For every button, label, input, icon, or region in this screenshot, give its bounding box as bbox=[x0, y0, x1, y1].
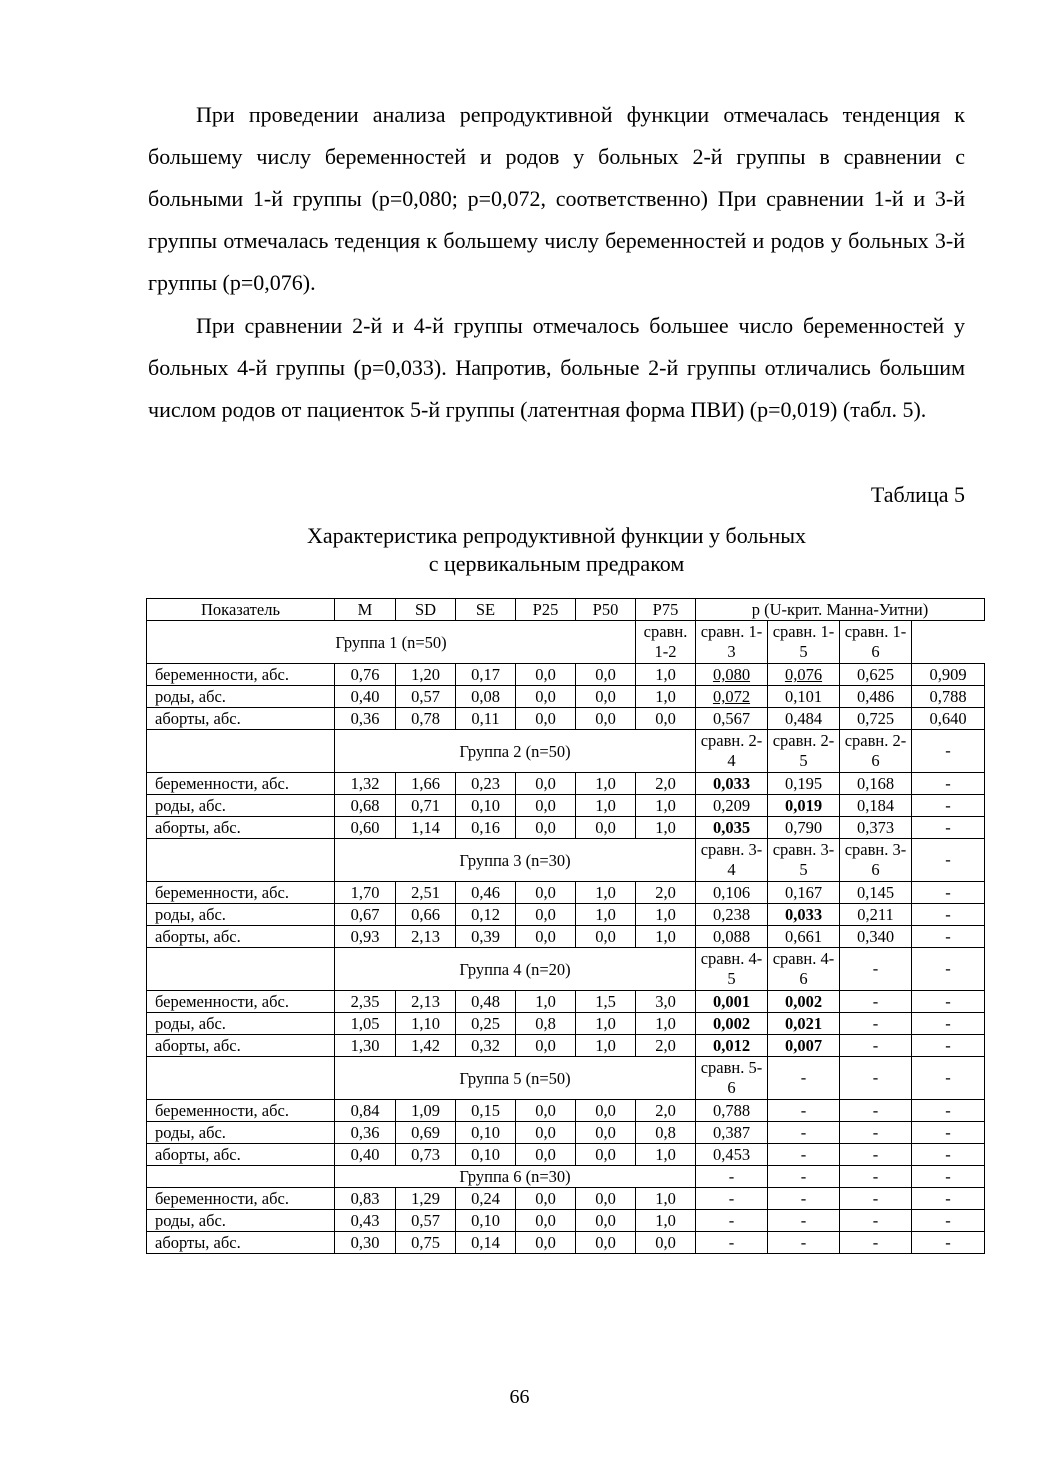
group-title: Группа 3 (n=30) bbox=[335, 839, 696, 882]
paragraph-1 bbox=[148, 94, 965, 304]
stat-cell: 1,66 bbox=[396, 773, 456, 795]
stat-cell: 0,84 bbox=[335, 1100, 396, 1122]
stat-cell: 3,0 bbox=[636, 991, 696, 1013]
stat-cell: 1,0 bbox=[516, 991, 576, 1013]
p-value-cell: 0,001 bbox=[696, 991, 768, 1013]
stat-cell: 0,40 bbox=[335, 686, 396, 708]
p-value-cell: - bbox=[840, 1013, 912, 1035]
stat-cell: 0,0 bbox=[516, 817, 576, 839]
stat-cell: 0,67 bbox=[335, 904, 396, 926]
p-value-cell: - bbox=[912, 904, 985, 926]
stat-cell: 1,0 bbox=[636, 795, 696, 817]
stat-cell: 2,0 bbox=[636, 1100, 696, 1122]
comparison-header: сравн. 4-5 bbox=[696, 948, 768, 991]
p-value-cell: 0,101 bbox=[768, 686, 840, 708]
p-value-cell: 0,184 bbox=[840, 795, 912, 817]
stat-cell: 0,0 bbox=[516, 1232, 576, 1254]
p-value-cell: - bbox=[840, 1188, 912, 1210]
comparison-header: - bbox=[912, 1166, 985, 1188]
stat-cell: 0,0 bbox=[516, 1210, 576, 1232]
stat-cell: 0,14 bbox=[456, 1232, 516, 1254]
paragraph-2 bbox=[148, 305, 965, 431]
p-value-cell: 0,033 bbox=[696, 773, 768, 795]
comparison-header: сравн. 2-6 bbox=[840, 730, 912, 773]
row-label: беременности, абс. bbox=[147, 1100, 335, 1122]
stat-cell: 1,0 bbox=[576, 904, 636, 926]
stat-cell: 0,57 bbox=[396, 1210, 456, 1232]
stat-cell: 0,71 bbox=[396, 795, 456, 817]
group-header-row bbox=[147, 1166, 985, 1188]
row-label: роды, абс. bbox=[147, 795, 335, 817]
stat-cell: 1,0 bbox=[636, 1210, 696, 1232]
empty-indicator-cell bbox=[147, 948, 335, 991]
p-value-cell: - bbox=[912, 991, 985, 1013]
stat-cell: 0,0 bbox=[516, 664, 576, 686]
empty-indicator-cell bbox=[147, 1057, 335, 1100]
table-row bbox=[147, 1188, 985, 1210]
stat-cell: 0,0 bbox=[576, 1188, 636, 1210]
row-label: аборты, абс. bbox=[147, 1144, 335, 1166]
stat-cell: 0,36 bbox=[335, 1122, 396, 1144]
p-value-cell: 0,661 bbox=[768, 926, 840, 948]
comparison-header: сравн. 5-6 bbox=[696, 1057, 768, 1100]
stat-cell: 1,30 bbox=[335, 1035, 396, 1057]
stat-cell: 0,12 bbox=[456, 904, 516, 926]
p-value-cell: - bbox=[840, 1210, 912, 1232]
p-value-cell: 0,019 bbox=[768, 795, 840, 817]
p-value-cell: 0,035 bbox=[696, 817, 768, 839]
p-value-cell: - bbox=[768, 1210, 840, 1232]
stat-cell: 0,8 bbox=[516, 1013, 576, 1035]
row-label: беременности, абс. bbox=[147, 882, 335, 904]
table-row bbox=[147, 1035, 985, 1057]
comparison-header: - bbox=[840, 1057, 912, 1100]
empty-indicator-cell bbox=[147, 730, 335, 773]
stat-cell: 0,0 bbox=[576, 708, 636, 730]
row-label: аборты, абс. bbox=[147, 1232, 335, 1254]
comparison-header: - bbox=[912, 839, 985, 882]
comparison-header: - bbox=[768, 1057, 840, 1100]
p-value-cell: 0,021 bbox=[768, 1013, 840, 1035]
comparison-header: сравн. 1-3 bbox=[696, 621, 768, 664]
stat-cell: 0,0 bbox=[576, 1232, 636, 1254]
stat-cell: 0,0 bbox=[516, 882, 576, 904]
stat-cell: 0,0 bbox=[576, 1144, 636, 1166]
stat-cell: 0,16 bbox=[456, 817, 516, 839]
stat-cell: 1,0 bbox=[636, 1188, 696, 1210]
stat-cell: 0,10 bbox=[456, 1122, 516, 1144]
p-value-cell: 0,486 bbox=[840, 686, 912, 708]
table-caption-line-1: Характеристика репродуктивной функции у больных bbox=[306, 523, 807, 548]
row-label: роды, абс. bbox=[147, 686, 335, 708]
p-value-cell: 0,002 bbox=[768, 991, 840, 1013]
row-label: беременности, абс. bbox=[147, 991, 335, 1013]
row-label: беременности, абс. bbox=[147, 1188, 335, 1210]
group-header-row bbox=[147, 948, 985, 991]
stat-cell: 0,73 bbox=[396, 1144, 456, 1166]
table-row bbox=[147, 1144, 985, 1166]
p-value-cell: - bbox=[912, 882, 985, 904]
empty-indicator-cell bbox=[147, 839, 335, 882]
table-header-row bbox=[147, 599, 985, 621]
p-value-cell: 0,484 bbox=[768, 708, 840, 730]
comparison-header: - bbox=[912, 1057, 985, 1100]
table-row bbox=[147, 904, 985, 926]
p-value-cell: 0,387 bbox=[696, 1122, 768, 1144]
p-value-cell: 0,076 bbox=[768, 664, 840, 686]
table-row bbox=[147, 1013, 985, 1035]
stat-cell: 2,0 bbox=[636, 882, 696, 904]
stat-cell: 0,0 bbox=[576, 1100, 636, 1122]
comparison-header: сравн. 1-6 bbox=[840, 621, 912, 664]
p-value-cell: - bbox=[912, 926, 985, 948]
stat-cell: 0,0 bbox=[516, 1035, 576, 1057]
stat-header-p50: P50 bbox=[576, 599, 636, 621]
stat-cell: 1,0 bbox=[576, 882, 636, 904]
p-value-cell: 0,209 bbox=[696, 795, 768, 817]
comparison-header: сравн. 2-4 bbox=[696, 730, 768, 773]
stat-cell: 0,10 bbox=[456, 1144, 516, 1166]
stat-cell: 0,0 bbox=[516, 1188, 576, 1210]
comparison-header: сравн. 4-6 bbox=[768, 948, 840, 991]
stat-cell: 0,24 bbox=[456, 1188, 516, 1210]
group-title: Группа 5 (n=50) bbox=[335, 1057, 696, 1100]
row-label: беременности, абс. bbox=[147, 773, 335, 795]
group-header-row bbox=[147, 621, 985, 664]
table-row bbox=[147, 795, 985, 817]
row-label: роды, абс. bbox=[147, 1210, 335, 1232]
stat-cell: 0,76 bbox=[335, 664, 396, 686]
p-value-cell: 0,340 bbox=[840, 926, 912, 948]
p-value-cell: 0,238 bbox=[696, 904, 768, 926]
stat-cell: 0,0 bbox=[516, 686, 576, 708]
stat-cell: 2,51 bbox=[396, 882, 456, 904]
p-value-cell: - bbox=[912, 1122, 985, 1144]
stat-cell: 0,08 bbox=[456, 686, 516, 708]
stat-cell: 0,0 bbox=[516, 773, 576, 795]
p-value-cell: 0,167 bbox=[768, 882, 840, 904]
stat-cell: 1,20 bbox=[396, 664, 456, 686]
row-label: аборты, абс. bbox=[147, 817, 335, 839]
p-value-cell: 0,788 bbox=[912, 686, 985, 708]
p-value-cell: 0,211 bbox=[840, 904, 912, 926]
group-title: Группа 4 (n=20) bbox=[335, 948, 696, 991]
row-label: беременности, абс. bbox=[147, 664, 335, 686]
paragraph-2-text: При сравнении 2-й и 4-й группы отмечалось большее число беременностей у больных 4-й группы (р=0,033). Напротив, больные 2-й группы отличались большим числом родов от пациенток 5-й группы (латентная форма ПВИ) (р=0,019) (табл. 5). bbox=[148, 313, 965, 422]
stat-cell: 0,32 bbox=[456, 1035, 516, 1057]
stat-cell: 0,68 bbox=[335, 795, 396, 817]
p-value-cell: - bbox=[840, 1100, 912, 1122]
group-title: Группа 1 (n=50) bbox=[147, 621, 636, 664]
row-label: аборты, абс. bbox=[147, 1035, 335, 1057]
p-value-cell: - bbox=[912, 773, 985, 795]
p-value-cell: - bbox=[912, 1232, 985, 1254]
stat-cell: 0,46 bbox=[456, 882, 516, 904]
p-value-cell: - bbox=[768, 1232, 840, 1254]
p-value-cell: 0,033 bbox=[768, 904, 840, 926]
p-value-cell: - bbox=[912, 1013, 985, 1035]
group-title: Группа 2 (n=50) bbox=[335, 730, 696, 773]
comparison-header: сравн. 3-6 bbox=[840, 839, 912, 882]
stat-cell: 0,93 bbox=[335, 926, 396, 948]
stat-cell: 0,0 bbox=[576, 817, 636, 839]
stat-cell: 0,66 bbox=[396, 904, 456, 926]
stat-cell: 0,8 bbox=[636, 1122, 696, 1144]
row-label: роды, абс. bbox=[147, 904, 335, 926]
row-label: аборты, абс. bbox=[147, 708, 335, 730]
stat-cell: 0,25 bbox=[456, 1013, 516, 1035]
stat-cell: 0,0 bbox=[516, 904, 576, 926]
table-row bbox=[147, 991, 985, 1013]
stat-cell: 0,0 bbox=[636, 708, 696, 730]
p-value-cell: - bbox=[912, 1100, 985, 1122]
table-body bbox=[147, 621, 985, 1254]
stat-cell: 0,0 bbox=[576, 686, 636, 708]
stat-cell: 1,10 bbox=[396, 1013, 456, 1035]
p-value-cell: - bbox=[840, 1232, 912, 1254]
comparison-header: сравн. 1-5 bbox=[768, 621, 840, 664]
stat-cell: 1,05 bbox=[335, 1013, 396, 1035]
stat-cell: 0,30 bbox=[335, 1232, 396, 1254]
p-value-cell: 0,080 bbox=[696, 664, 768, 686]
stat-header-p25: P25 bbox=[516, 599, 576, 621]
p-value-cell: 0,373 bbox=[840, 817, 912, 839]
stat-cell: 0,83 bbox=[335, 1188, 396, 1210]
stat-cell: 1,29 bbox=[396, 1188, 456, 1210]
comparison-header: сравн. 1-2 bbox=[636, 621, 696, 664]
table-caption bbox=[148, 522, 965, 578]
stat-cell: 2,35 bbox=[335, 991, 396, 1013]
p-value-cell: 0,012 bbox=[696, 1035, 768, 1057]
p-value-cell: 0,106 bbox=[696, 882, 768, 904]
p-value-cell: 0,725 bbox=[840, 708, 912, 730]
stat-header-se: SE bbox=[456, 599, 516, 621]
p-value-cell: - bbox=[840, 1144, 912, 1166]
table-row bbox=[147, 1210, 985, 1232]
p-value-cell: - bbox=[912, 1188, 985, 1210]
stat-cell: 0,0 bbox=[516, 926, 576, 948]
stat-cell: 2,13 bbox=[396, 926, 456, 948]
stat-cell: 1,0 bbox=[576, 1035, 636, 1057]
stat-cell: 0,0 bbox=[576, 664, 636, 686]
data-table bbox=[146, 598, 985, 1254]
table-caption-line-2: с цервикальным предраком bbox=[428, 551, 685, 576]
p-value-cell: 0,088 bbox=[696, 926, 768, 948]
page-number: 66 bbox=[509, 1386, 530, 1408]
comparison-header: - bbox=[768, 1166, 840, 1188]
comparison-header: сравн. 2-5 bbox=[768, 730, 840, 773]
p-value-cell: - bbox=[840, 1035, 912, 1057]
p-value-cell: - bbox=[768, 1144, 840, 1166]
group-header-row bbox=[147, 839, 985, 882]
group-title: Группа 6 (n=30) bbox=[335, 1166, 696, 1188]
stat-cell: 0,39 bbox=[456, 926, 516, 948]
stat-cell: 0,15 bbox=[456, 1100, 516, 1122]
p-value-cell: - bbox=[840, 991, 912, 1013]
p-value-cell: 0,790 bbox=[768, 817, 840, 839]
p-value-cell: - bbox=[768, 1122, 840, 1144]
stat-cell: 0,48 bbox=[456, 991, 516, 1013]
stat-cell: 0,0 bbox=[516, 1144, 576, 1166]
table-row bbox=[147, 773, 985, 795]
stat-cell: 0,0 bbox=[516, 708, 576, 730]
row-label: роды, абс. bbox=[147, 1122, 335, 1144]
p-value-cell: - bbox=[912, 1144, 985, 1166]
table-row bbox=[147, 817, 985, 839]
stat-cell: 0,0 bbox=[516, 1100, 576, 1122]
stat-cell: 1,14 bbox=[396, 817, 456, 839]
p-value-cell: 0,909 bbox=[912, 664, 985, 686]
stat-cell: 1,70 bbox=[335, 882, 396, 904]
table-row bbox=[147, 882, 985, 904]
stat-cell: 0,78 bbox=[396, 708, 456, 730]
table-label: Таблица 5 bbox=[870, 482, 965, 507]
comparison-header: - bbox=[912, 730, 985, 773]
stat-cell: 0,75 bbox=[396, 1232, 456, 1254]
stat-cell: 0,11 bbox=[456, 708, 516, 730]
stat-cell: 0,10 bbox=[456, 1210, 516, 1232]
p-value-cell: 0,567 bbox=[696, 708, 768, 730]
p-value-cell: 0,145 bbox=[840, 882, 912, 904]
stat-cell: 0,0 bbox=[636, 1232, 696, 1254]
stat-cell: 1,42 bbox=[396, 1035, 456, 1057]
stat-cell: 0,36 bbox=[335, 708, 396, 730]
table-row bbox=[147, 686, 985, 708]
stat-cell: 1,5 bbox=[576, 991, 636, 1013]
stat-cell: 0,69 bbox=[396, 1122, 456, 1144]
stat-cell: 0,0 bbox=[516, 1122, 576, 1144]
group-header-row bbox=[147, 1057, 985, 1100]
p-value-cell: - bbox=[912, 1210, 985, 1232]
comparison-header: - bbox=[912, 948, 985, 991]
empty-indicator-cell bbox=[147, 1166, 335, 1188]
p-value-cell: 0,453 bbox=[696, 1144, 768, 1166]
p-value-cell: 0,625 bbox=[840, 664, 912, 686]
stat-cell: 1,0 bbox=[576, 773, 636, 795]
table-row bbox=[147, 708, 985, 730]
comparison-header: - bbox=[696, 1166, 768, 1188]
p-value-cell: - bbox=[696, 1232, 768, 1254]
stat-cell: 1,0 bbox=[576, 1013, 636, 1035]
stat-cell: 1,32 bbox=[335, 773, 396, 795]
table-row bbox=[147, 1232, 985, 1254]
p-value-cell: - bbox=[768, 1100, 840, 1122]
p-value-cell: - bbox=[912, 1035, 985, 1057]
p-value-cell: 0,195 bbox=[768, 773, 840, 795]
stat-cell: 0,10 bbox=[456, 795, 516, 817]
p-value-cell: - bbox=[912, 795, 985, 817]
stat-cell: 1,0 bbox=[636, 904, 696, 926]
row-label: роды, абс. bbox=[147, 1013, 335, 1035]
stat-cell: 0,43 bbox=[335, 1210, 396, 1232]
stat-cell: 1,0 bbox=[576, 795, 636, 817]
table-row bbox=[147, 664, 985, 686]
stat-cell: 1,0 bbox=[636, 817, 696, 839]
paragraph-1-text: При проведении анализа репродуктивной функции отмечалась тенденция к большему числу беременностей и родов у больных 2-й группы в сравнении с больными 1-й группы (р=0,080; р=0,072, соответственно) При сравнении 1-й и 3-й группы отмечалась теденция к большему числу беременностей и родов у больных 3-й группы (р=0,076). bbox=[148, 102, 965, 295]
comparison-header: - bbox=[840, 948, 912, 991]
stat-cell: 0,0 bbox=[576, 1122, 636, 1144]
p-value-cell: - bbox=[696, 1188, 768, 1210]
stat-cell: 2,0 bbox=[636, 773, 696, 795]
stat-cell: 0,0 bbox=[576, 1210, 636, 1232]
stat-header-p75: P75 bbox=[636, 599, 696, 621]
p-value-cell: 0,788 bbox=[696, 1100, 768, 1122]
stat-cell: 2,0 bbox=[636, 1035, 696, 1057]
stat-cell: 0,23 bbox=[456, 773, 516, 795]
stat-cell: 0,57 bbox=[396, 686, 456, 708]
stat-cell: 1,0 bbox=[636, 926, 696, 948]
stat-cell: 0,60 bbox=[335, 817, 396, 839]
p-value-cell: 0,640 bbox=[912, 708, 985, 730]
table-row bbox=[147, 1100, 985, 1122]
group-header-row bbox=[147, 730, 985, 773]
comparison-header: сравн. 3-4 bbox=[696, 839, 768, 882]
stat-cell: 0,0 bbox=[516, 795, 576, 817]
p-value-cell: 0,007 bbox=[768, 1035, 840, 1057]
p-value-cell: 0,072 bbox=[696, 686, 768, 708]
stat-cell: 1,09 bbox=[396, 1100, 456, 1122]
stat-cell: 1,0 bbox=[636, 1013, 696, 1035]
table-row bbox=[147, 926, 985, 948]
stat-cell: 0,0 bbox=[576, 926, 636, 948]
stat-cell: 0,17 bbox=[456, 664, 516, 686]
stat-cell: 2,13 bbox=[396, 991, 456, 1013]
table-row bbox=[147, 1122, 985, 1144]
p-value-cell: - bbox=[696, 1210, 768, 1232]
p-value-cell: 0,168 bbox=[840, 773, 912, 795]
p-value-cell: - bbox=[840, 1122, 912, 1144]
p-value-cell: 0,002 bbox=[696, 1013, 768, 1035]
stat-cell: 1,0 bbox=[636, 1144, 696, 1166]
row-label: аборты, абс. bbox=[147, 926, 335, 948]
comparison-header: - bbox=[840, 1166, 912, 1188]
stat-cell: 1,0 bbox=[636, 664, 696, 686]
p-value-cell: - bbox=[768, 1188, 840, 1210]
stat-header-m: M bbox=[335, 599, 396, 621]
stat-cell: 1,0 bbox=[636, 686, 696, 708]
stat-cell: 0,40 bbox=[335, 1144, 396, 1166]
p-value-header: р (U-крит. Манна-Уитни) bbox=[696, 599, 985, 621]
stat-header-sd: SD bbox=[396, 599, 456, 621]
indicator-header: Показатель bbox=[147, 599, 335, 621]
p-value-cell: - bbox=[912, 817, 985, 839]
comparison-header: сравн. 3-5 bbox=[768, 839, 840, 882]
